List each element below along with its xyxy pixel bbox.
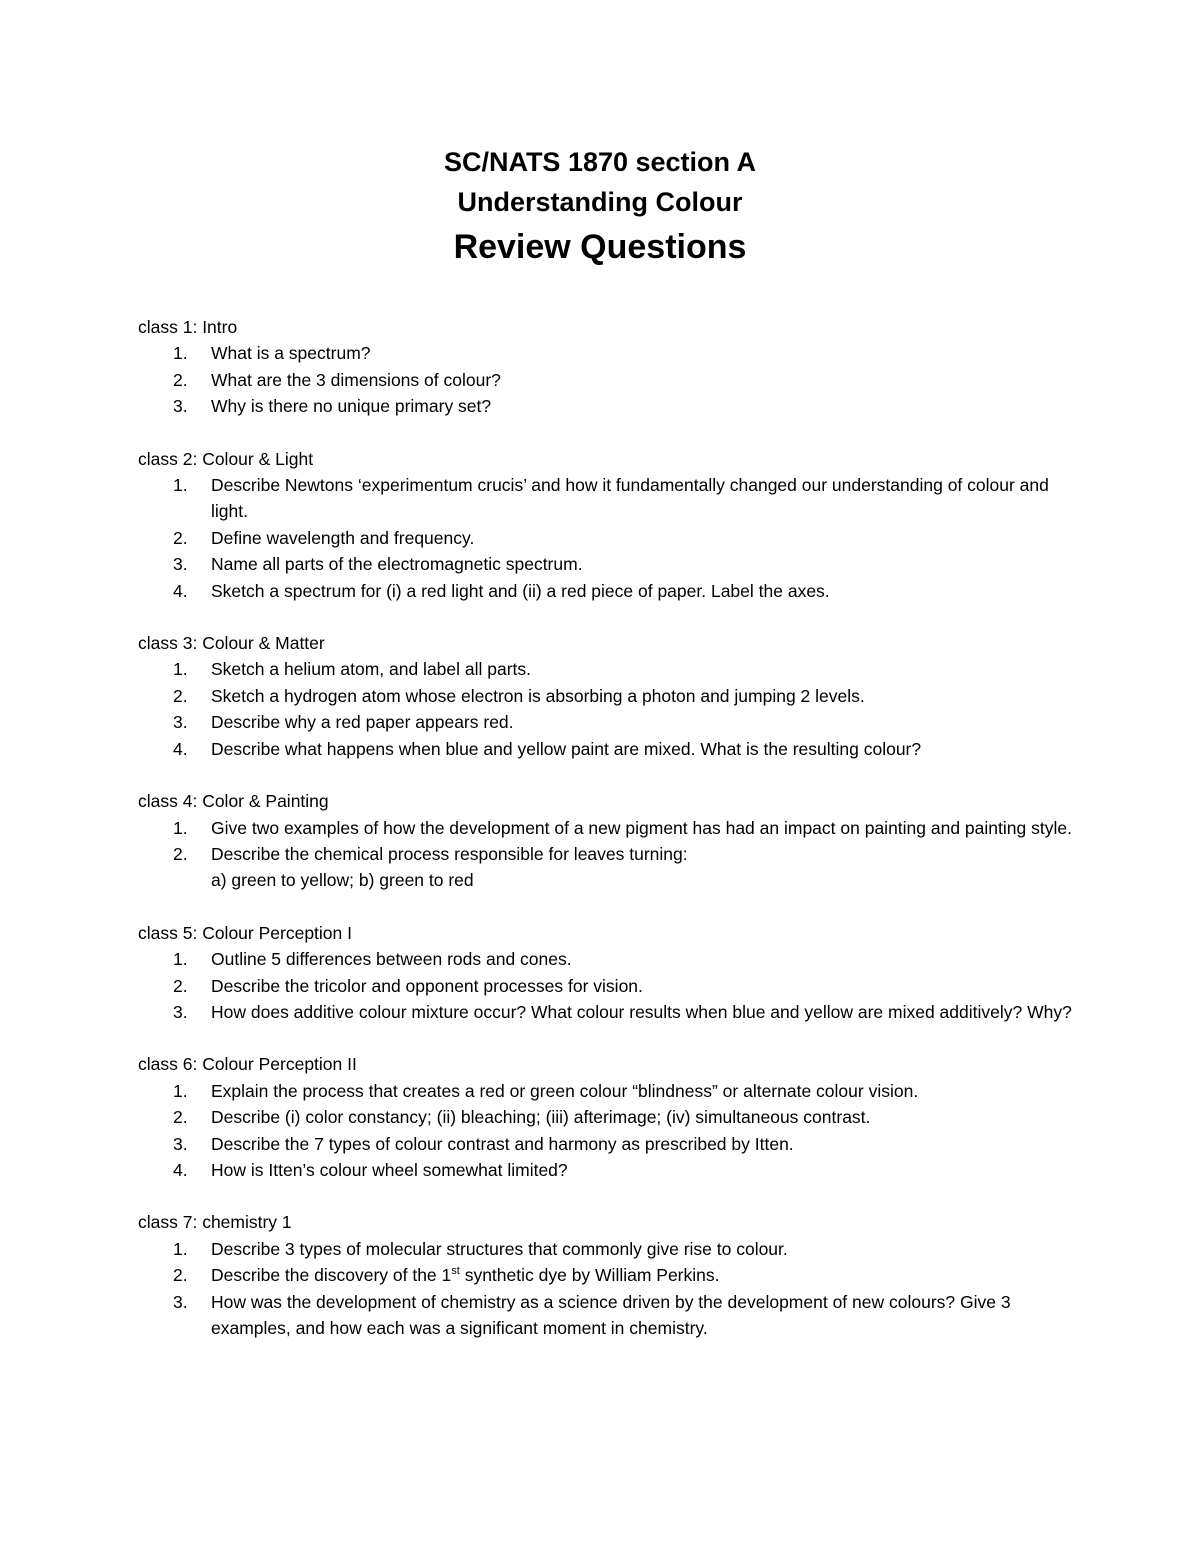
question-number: 3. <box>173 1291 188 1312</box>
question-text: Explain the process that creates a red or green colour “blindness” or alternate colour vision. <box>211 1080 919 1101</box>
question-number: 3. <box>173 712 188 733</box>
list-item <box>138 709 1078 735</box>
question-text: What is a spectrum? <box>211 343 371 364</box>
document-header <box>0 142 1200 272</box>
list-item <box>138 656 1078 682</box>
list-item <box>138 1262 1078 1288</box>
list-item <box>138 946 1078 972</box>
question-text: Describe (i) color constancy; (ii) bleaching; (iii) afterimage; (iv) simultaneous contrast. <box>211 1107 871 1128</box>
question-number: 2. <box>173 1107 188 1128</box>
list-item <box>138 525 1078 551</box>
list-item <box>138 1131 1078 1157</box>
section-class-1 <box>138 314 1078 420</box>
question-text: Outline 5 differences between rods and cones. <box>211 949 572 970</box>
document-title: Review Questions <box>453 228 747 266</box>
question-number: 3. <box>173 1133 188 1154</box>
question-subparts: a) green to yellow; b) green to red <box>211 870 474 891</box>
list-item <box>138 841 1078 894</box>
list-item <box>138 683 1078 709</box>
question-list <box>138 946 1078 1025</box>
question-number: 2. <box>173 527 188 548</box>
list-item <box>138 1157 1078 1183</box>
question-number: 4. <box>173 738 188 759</box>
question-text: How does additive colour mixture occur? What colour results when blue and yellow are mixed additively? Why? <box>211 1001 1072 1022</box>
question-text: Sketch a spectrum for (i) a red light and (ii) a red piece of paper. Label the axes. <box>211 580 830 601</box>
question-number: 3. <box>173 554 188 575</box>
question-text: Describe what happens when blue and yellow paint are mixed. What is the resulting colour? <box>211 738 922 759</box>
list-item <box>138 815 1078 841</box>
question-text: What are the 3 dimensions of colour? <box>211 369 501 390</box>
question-text: Describe 3 types of molecular structures that commonly give rise to colour. <box>211 1238 788 1259</box>
question-text: Describe why a red paper appears red. <box>211 712 514 733</box>
question-number: 1. <box>173 817 188 838</box>
question-list <box>138 1236 1078 1342</box>
list-item <box>138 551 1078 577</box>
question-text: Describe the tricolor and opponent processes for vision. <box>211 975 643 996</box>
question-number: 2. <box>173 843 188 864</box>
question-text: Sketch a hydrogen atom whose electron is absorbing a photon and jumping 2 levels. <box>211 685 865 706</box>
list-item <box>138 367 1078 393</box>
section-title: class 7: chemistry 1 <box>138 1212 292 1233</box>
list-item <box>138 973 1078 999</box>
section-title: class 3: Colour & Matter <box>138 633 325 654</box>
question-list <box>138 472 1078 604</box>
question-number: 2. <box>173 1265 188 1286</box>
list-item <box>138 472 1078 525</box>
list-item <box>138 1289 1078 1342</box>
list-item <box>138 1078 1078 1104</box>
question-text: Define wavelength and frequency. <box>211 527 475 548</box>
section-class-3 <box>138 630 1078 762</box>
question-list <box>138 815 1078 894</box>
ordinal-superscript: st <box>451 1265 460 1278</box>
question-number: 3. <box>173 396 188 417</box>
question-number: 1. <box>173 659 188 680</box>
question-list <box>138 656 1078 762</box>
question-text: How was the development of chemistry as a science driven by the development of new colours? Give 3 examples, and how each was a significant moment in chemistry. <box>211 1291 1011 1338</box>
question-number: 1. <box>173 949 188 970</box>
list-item <box>138 578 1078 604</box>
section-title: class 2: Colour & Light <box>138 448 314 469</box>
question-number: 3. <box>173 1001 188 1022</box>
question-number: 1. <box>173 343 188 364</box>
section-title: class 1: Intro <box>138 317 238 337</box>
questions-body <box>138 314 1078 1367</box>
question-number: 2. <box>173 975 188 996</box>
section-class-4 <box>138 788 1078 894</box>
section-class-5 <box>138 920 1078 1026</box>
question-text-start: Describe the discovery of the 1 <box>211 1265 452 1286</box>
section-title: class 4: Color & Painting <box>138 791 329 812</box>
question-text: Describe the chemical process responsible for leaves turning: <box>211 843 688 864</box>
section-title: class 5: Colour Perception I <box>138 922 352 943</box>
section-title: class 6: Colour Perception II <box>138 1054 357 1075</box>
question-number: 1. <box>173 1238 188 1259</box>
question-text: Give two examples of how the development of a new pigment has had an impact on painting and painting style. <box>211 817 1072 838</box>
question-text-end: synthetic dye by William Perkins. <box>459 1265 720 1286</box>
question-text: Sketch a helium atom, and label all parts. <box>211 659 532 680</box>
question-list <box>138 1078 1078 1184</box>
list-item <box>138 1104 1078 1130</box>
course-subtitle: Understanding Colour <box>457 187 743 217</box>
question-text: How is Itten’s colour wheel somewhat limited? <box>211 1159 568 1180</box>
list-item <box>138 393 1078 419</box>
question-number: 1. <box>173 1080 188 1101</box>
list-item <box>138 736 1078 762</box>
list-item <box>138 1236 1078 1262</box>
list-item <box>138 340 1078 366</box>
question-number: 1. <box>173 475 188 496</box>
question-text: Describe the 7 types of colour contrast and harmony as prescribed by Itten. <box>211 1133 794 1154</box>
section-class-6 <box>138 1051 1078 1183</box>
question-text: Name all parts of the electromagnetic spectrum. <box>211 554 583 575</box>
question-number: 2. <box>173 685 188 706</box>
list-item <box>138 999 1078 1025</box>
question-list <box>138 340 1078 419</box>
question-text: Describe Newtons ‘experimentum crucis’ and how it fundamentally changed our understanding of colour and light. <box>211 475 1049 522</box>
question-number: 2. <box>173 369 188 390</box>
section-class-7 <box>138 1209 1078 1341</box>
course-code: SC/NATS 1870 section A <box>443 147 757 177</box>
question-number: 4. <box>173 1159 188 1180</box>
question-text: Why is there no unique primary set? <box>211 396 492 417</box>
question-number: 4. <box>173 580 188 601</box>
section-class-2 <box>138 446 1078 604</box>
